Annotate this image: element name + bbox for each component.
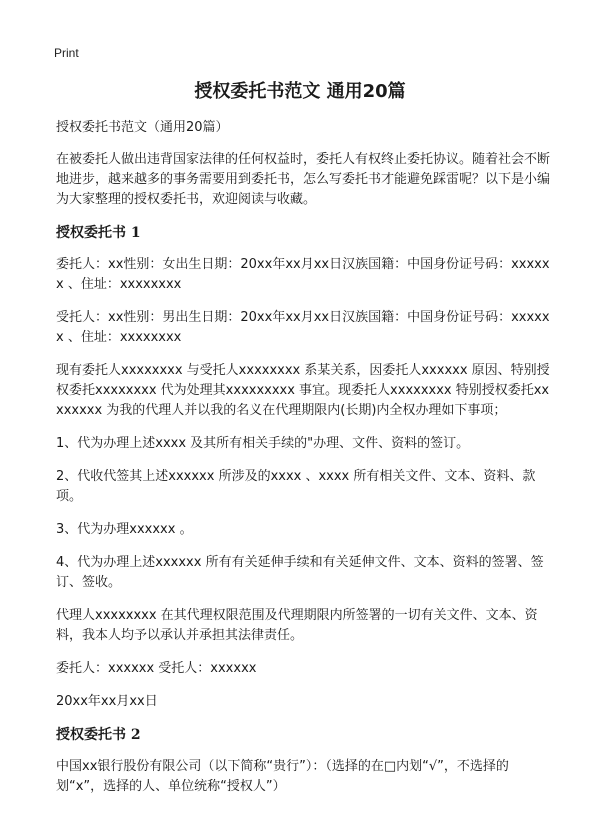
print-link[interactable]: Print <box>54 46 79 60</box>
item-2-paragraph: 2、代收代签其上述xxxxxx 所涉及的xxxx 、xxxx 所有相关文件、文本、资料、款项。 <box>56 469 536 504</box>
liability-paragraph: 代理人xxxxxxxx 在其代理权限范围及代理期限内所签署的一切有关文件、文本、资料，我本人均予以承认并承担其法律责任。 <box>56 608 538 643</box>
document-body <box>56 118 552 810</box>
bank-intro-paragraph: 中国xx银行股份有限公司（以下简称“贵行”）：（选择的在□内划“√”，不选择的划“x”，选择的人、单位统称“授权人”） <box>56 759 509 794</box>
item-3-paragraph: 3、代为办理xxxxxx 。 <box>56 522 193 537</box>
section-heading-1: 授权委托书 1 <box>56 225 141 241</box>
section-heading-2: 授权委托书 2 <box>56 727 141 743</box>
signature-line: 委托人：xxxxxx 受托人：xxxxxx <box>56 661 257 676</box>
authorization-paragraph: 现有委托人xxxxxxxx 与受托人xxxxxxxx 系某关系，因委托人xxxxxx 原因、特别授权委托xxxxxxxx 代为处理其xxxxxxxxx 事宜。现委托人xxxxxxxx 特别授权委托xxxxxxxx 为我的代理人并以我的名义在代理期限内(长期)内全权办理如下事项； <box>56 363 550 418</box>
item-1-paragraph: 1、代为办理上述xxxx 及其所有相关手续的"办理、文件、资料的签订。 <box>56 436 470 451</box>
document-title: 授权委托书范文 通用20篇 <box>194 81 406 102</box>
document-subtitle: 授权委托书范文（通用20篇） <box>56 120 229 135</box>
date-line: 20xx年xx月xx日 <box>56 694 158 709</box>
intro-paragraph: 在被委托人做出违背国家法律的任何权益时，委托人有权终止委托协议。随着社会不断地进步，越来越多的事务需要用到委托书，怎么写委托书才能避免踩雷呢？以下是小编为大家整理的授权委托书，欢迎阅读与收藏。 <box>56 152 551 207</box>
principal-info-paragraph: 委托人：xx性别：女出生日期：20xx年xx月xx日汉族国籍：中国身份证号码：xxxxxx 、住址：xxxxxxxx <box>56 257 550 292</box>
agent-info-paragraph: 受托人：xx性别：男出生日期：20xx年xx月xx日汉族国籍：中国身份证号码：xxxxxx 、住址：xxxxxxxx <box>56 310 550 345</box>
item-4-paragraph: 4、代为办理上述xxxxxx 所有有关延伸手续和有关延伸文件、文本、资料的签署、签订、签收。 <box>56 555 544 590</box>
